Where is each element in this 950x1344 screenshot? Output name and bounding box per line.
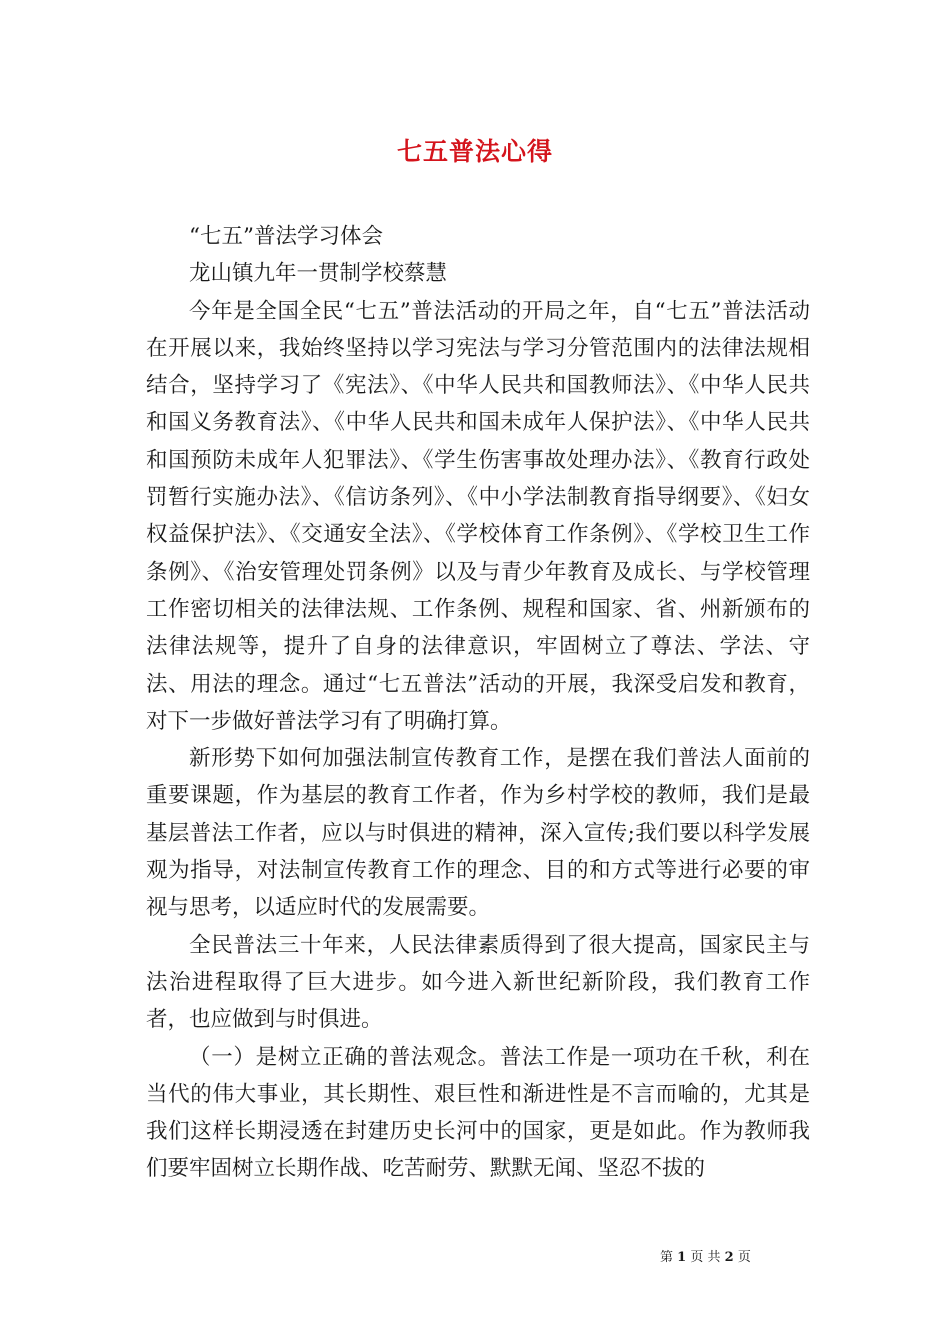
footer-middle: 页 共: [690, 1250, 721, 1265]
body-paragraph: （一）是树立正确的普法观念。普法工作是一项功在千秋，利在当代的伟大事业，其长期性、艰巨性和渐进性是不言而喻的，尤其是我们这样长期浸透在封建历史长河中的国家，更是如此。作为教师我们要牢固树立长期作战、吃苦耐劳、默默无闻、坚忍不拔的: [146, 1044, 810, 1182]
body-paragraph: 新形势下如何加强法制宣传教育工作，是摆在我们普法人面前的重要课题，作为基层的教育工作者，作为乡村学校的教师，我们是最基层普法工作者，应以与时俱进的精神，深入宣传;我们要以科学发展观为指导，对法制宣传教育工作的理念、目的和方式等进行必要的审视与思考，以适应时代的发展需要。: [146, 746, 810, 921]
page-footer: [660, 1246, 820, 1265]
body-paragraph: 今年是全国全民“七五”普法活动的开局之年，自“七五”普法活动在开展以来，我始终坚持以学习宪法与学习分管范围内的法律法规相结合，坚持学习了《宪法》、《中华人民共和国教师法》、《中华人民共和国义务教育法》、《中华人民共和国未成年人保护法》、《中华人民共和国预防未成年人犯罪法》、《学生伤害事故处理办法》、《教育行政处罚暂行实施办法》、《信访条列》、《中小学法制教育指导纲要》、《妇女权益保护法》、《交通安全法》、《学校体育工作条例》、《学校卫生工作条例》、《治安管理处罚条例》以及与青少年教育及成长、与学校管理工作密切相关的法律法规、工作条例、规程和国家、省、州新颁布的法律法规等，提升了自身的法律意识，牢固树立了尊法、学法、守法、用法的理念。通过“七五普法”活动的开展，我深受启发和教育，对下一步做好普法学习有了明确打算。: [146, 298, 810, 734]
subtitle-paragraph: “七五”普法学习体会: [189, 224, 383, 249]
document-title: 七五普法心得: [396, 137, 553, 166]
footer-suffix: 页: [737, 1250, 751, 1265]
footer-current-page: 1: [677, 1250, 687, 1265]
footer-prefix: 第: [660, 1250, 674, 1265]
footer-total-pages: 2: [724, 1250, 734, 1265]
body-paragraph: 全民普法三十年来，人民法律素质得到了很大提高，国家民主与法治进程取得了巨大进步。如今进入新世纪新阶段，我们教育工作者，也应做到与时俱进。: [146, 932, 810, 1033]
author-paragraph: 龙山镇九年一贯制学校蔡慧: [189, 261, 448, 287]
document-body: [146, 218, 810, 1188]
